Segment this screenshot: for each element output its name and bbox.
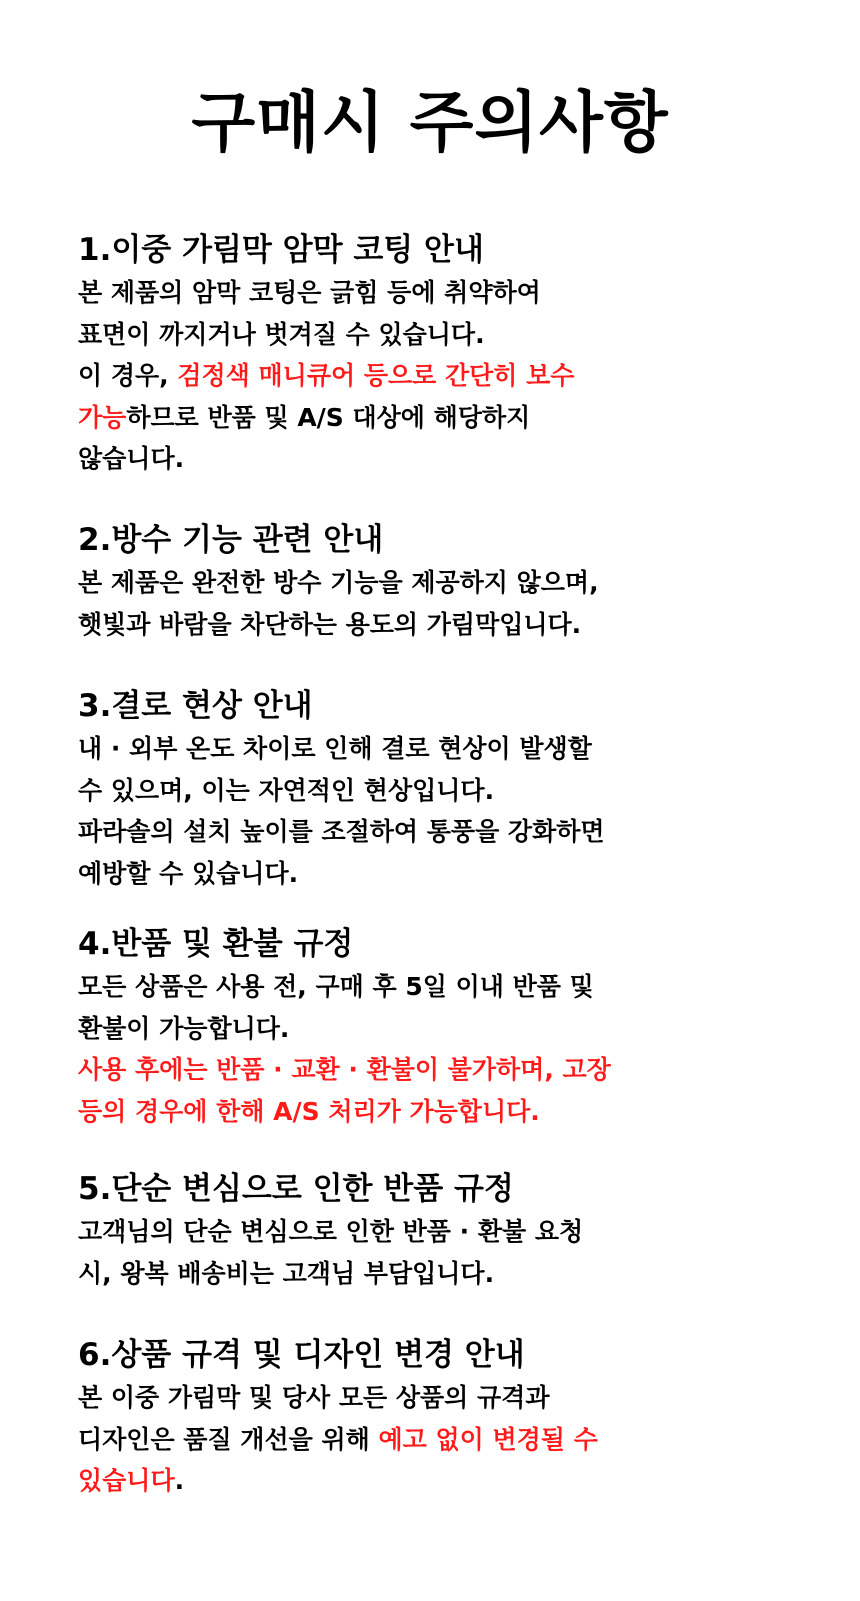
body-text: 모든 상품은 사용 전, 구매 후 5일 이내 반품 및 (78, 972, 594, 1001)
highlighted-text: 예고 없이 변경될 수 (378, 1424, 598, 1454)
text-line (78, 770, 818, 812)
page-title: 구매시 주의사항 (191, 84, 669, 161)
section-spec-design-change (78, 1333, 818, 1502)
section-heading: 2.방수 기능 관련 안내 (78, 522, 384, 558)
body-text: 디자인은 품질 개선을 위해 (78, 1424, 379, 1454)
text-line (78, 728, 818, 770)
body-text: 하므로 반품 및 A/S 대상에 해당하지 (126, 402, 531, 432)
body-text: 파라솔의 설치 높이를 조절하여 통풍을 강화하면 (78, 817, 605, 847)
text-line (78, 604, 818, 646)
body-text: 본 제품은 완전한 방수 기능을 제공하지 않으며, (78, 568, 599, 597)
section-return-refund-policy (78, 922, 818, 1132)
text-line (78, 811, 818, 853)
section-coating-notice (78, 228, 818, 480)
body-text: 햇빛과 바람을 차단하는 용도의 가림막입니다. (78, 609, 582, 639)
section-change-of-mind-policy (78, 1167, 818, 1294)
section-waterproof-notice (78, 518, 818, 645)
section-heading: 5.단순 변심으로 인한 반품 규정 (78, 1171, 514, 1207)
highlighted-text: 검정색 매니큐어 등으로 간단히 보수 (177, 361, 575, 391)
text-line (78, 1091, 818, 1133)
section-body (78, 562, 818, 645)
text-line (78, 966, 818, 1008)
highlighted-text: 사용 후에는 반품 · 교환 · 환불이 불가하며, 고장 (78, 1055, 611, 1085)
body-text: 본 제품의 암막 코팅은 긁힘 등에 취약하여 (78, 278, 541, 307)
body-text: 내 · 외부 온도 차이로 인해 결로 현상이 발생할 (78, 734, 592, 763)
body-text: 본 이중 가림막 및 당사 모든 상품의 규격과 (78, 1383, 550, 1412)
section-heading: 4.반품 및 환불 규정 (78, 926, 354, 962)
section-body (78, 966, 818, 1132)
text-line (78, 397, 818, 439)
highlighted-text: 있습니다 (78, 1466, 175, 1496)
section-body (78, 272, 818, 480)
text-line (78, 1377, 818, 1419)
body-text: 표면이 까지거나 벗겨질 수 있습니다. (78, 319, 485, 349)
text-line (78, 1049, 818, 1091)
section-body (78, 1211, 818, 1294)
text-line (78, 562, 818, 604)
text-line (78, 438, 818, 480)
body-text: 예방할 수 있습니다. (78, 858, 299, 888)
section-heading: 6.상품 규격 및 디자인 변경 안내 (78, 1337, 525, 1373)
text-line (78, 1460, 818, 1502)
section-condensation-notice (78, 684, 818, 894)
text-line (78, 314, 818, 356)
body-text: 않습니다. (78, 444, 185, 474)
text-line (78, 1008, 818, 1050)
section-heading: 3.결로 현상 안내 (78, 688, 313, 724)
section-heading: 1.이중 가림막 암막 코팅 안내 (78, 232, 484, 268)
highlighted-text: 가능 (78, 402, 127, 432)
section-body (78, 728, 818, 894)
body-text: 이 경우, (78, 361, 178, 391)
body-text: 시, 왕복 배송비는 고객님 부담입니다. (78, 1258, 495, 1288)
text-line (78, 272, 818, 314)
section-body (78, 1377, 818, 1502)
body-text: 고객님의 단순 변심으로 인한 반품 · 환불 요청 (78, 1217, 584, 1246)
text-line (78, 1211, 818, 1253)
text-line (78, 853, 818, 895)
text-line (78, 1419, 818, 1461)
highlighted-text: 등의 경우에 한해 A/S 처리가 가능합니다. (78, 1096, 540, 1126)
body-text: . (174, 1466, 185, 1496)
body-text: 환불이 가능합니다. (78, 1013, 290, 1043)
text-line (78, 355, 818, 397)
body-text: 수 있으며, 이는 자연적인 현상입니다. (78, 775, 495, 805)
text-line (78, 1253, 818, 1295)
